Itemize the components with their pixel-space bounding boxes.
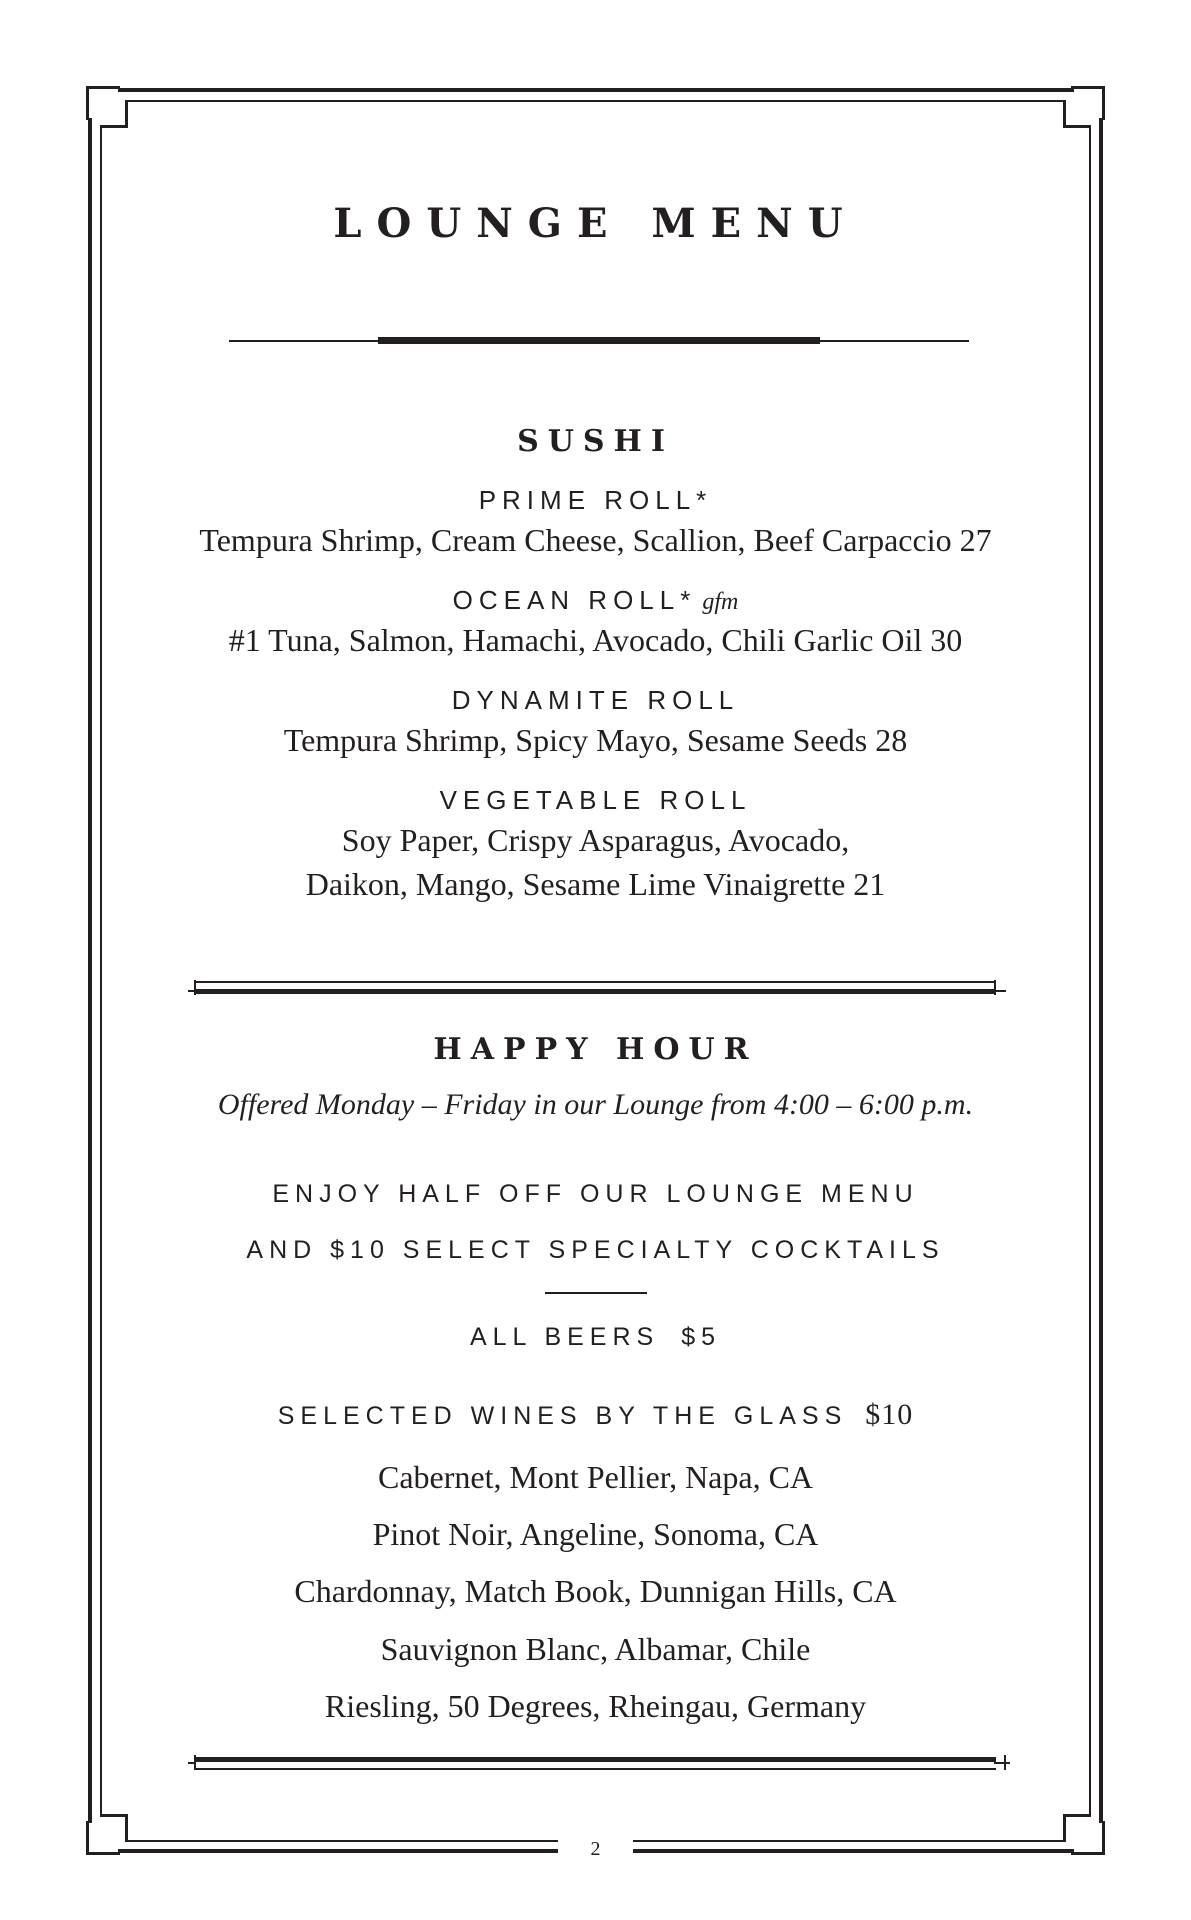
- wine-item: Pinot Noir, Angeline, Sonoma, CA: [372, 1516, 819, 1552]
- happy-hour-offer-line: ENJOY HALF OFF OUR LOUNGE MENU: [272, 1180, 919, 1208]
- happy-hour-offer-line: AND $10 SELECT SPECIALTY COCKTAILS: [246, 1236, 945, 1264]
- menu-item-name: VEGETABLE ROLL: [439, 785, 752, 815]
- wine-item: Sauvignon Blanc, Albamar, Chile: [380, 1631, 811, 1667]
- menu-item-name: PRIME ROLL*: [478, 485, 713, 515]
- menu-item-description: Tempura Shrimp, Spicy Mayo, Sesame Seeds 28: [283, 722, 908, 758]
- wine-offer: SELECTED WINES BY THE GLASS $10: [277, 1398, 914, 1431]
- wine-item: Cabernet, Mont Pellier, Napa, CA: [377, 1459, 814, 1495]
- sushi-heading: SUSHI: [517, 424, 674, 459]
- page-title: LOUNGE MENU: [333, 200, 858, 247]
- happy-hour-heading: HAPPY HOUR: [433, 1032, 758, 1067]
- happy-hour-schedule: Offered Monday – Friday in our Lounge from 4:00 – 6:00 p.m.: [217, 1088, 974, 1121]
- beer-offer: ALL BEERS $5: [469, 1323, 722, 1351]
- menu-item-description: Daikon, Mango, Sesame Lime Vinaigrette 21: [305, 866, 886, 902]
- menu-item-name: DYNAMITE ROLL: [451, 685, 740, 715]
- menu-item-description: #1 Tuna, Salmon, Hamachi, Avocado, Chili Garlic Oil 30: [228, 622, 963, 658]
- menu-item-description: Soy Paper, Crispy Asparagus, Avocado,: [341, 822, 850, 858]
- gluten-free-tag: gfm: [702, 589, 739, 615]
- page-number: 2: [590, 1838, 601, 1860]
- menu-item-description: Tempura Shrimp, Cream Cheese, Scallion, Beef Carpaccio 27: [199, 522, 992, 558]
- wine-item: Chardonnay, Match Book, Dunnigan Hills, CA: [294, 1573, 897, 1609]
- menu-item-name: OCEAN ROLL* gfm: [452, 585, 739, 615]
- short-divider: [545, 1292, 647, 1294]
- wine-item: Riesling, 50 Degrees, Rheingau, Germany: [324, 1688, 867, 1724]
